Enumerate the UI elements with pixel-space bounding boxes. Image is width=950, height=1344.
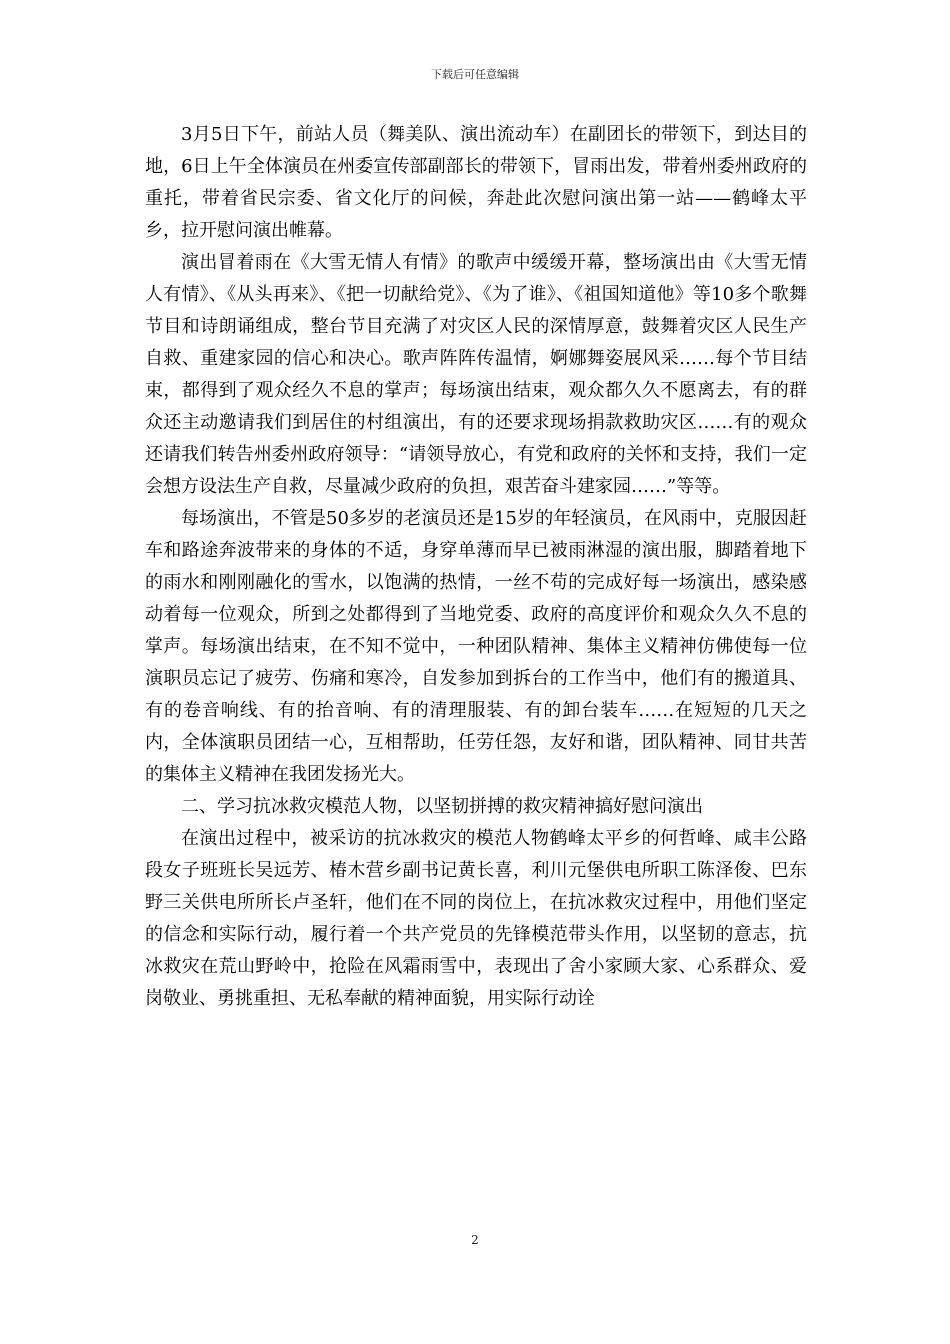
section-heading: 二、学习抗冰救灾模范人物，以坚韧拼搏的救灾精神搞好慰问演出: [181, 796, 703, 817]
paragraph-1: 3月5日下午，前站人员（舞美队、演出流动车）在副团长的带领下，到达目的地，6日上午全体演员在州委宣传部副部长的带领下，冒雨出发，带着州委州政府的重托，带着省民宗委、省文化厅的问候，奔赴此次慰问演出第一站——鹤峰太平乡，拉开慰问演出帷幕。: [145, 124, 807, 241]
document-body: [145, 119, 807, 1015]
paragraph-3: 每场演出，不管是50多岁的老演员还是15岁的年轻演员，在风雨中，克服因赶车和路途奔波带来的身体的不适，身穿单薄而早已被雨淋湿的演出服，脚踏着地下的雨水和刚刚融化的雪水，以饱满的热情，一丝不苟的完成好每一场演出，感染感动着每一位观众，所到之处都得到了当地党委、政府的高度评价和观众久久不息的掌声。每场演出结束，在不知不觉中，一种团队精神、集体主义精神仿佛使每一位演职员忘记了疲劳、伤痛和寒冷，自发参加到拆台的工作当中，他们有的搬道具、有的卷音响线、有的抬音响、有的清理服装、有的卸台装车……在短短的几天之内，全体演职员团结一心，互相帮助，任劳任怨，友好和谐，团队精神、同甘共苦的集体主义精神在我团发扬光大。: [145, 508, 807, 785]
page-header: 下载后可任意编辑: [431, 68, 519, 81]
paragraph-2: 演出冒着雨在《大雪无情人有情》的歌声中缓缓开幕，整场演出由《大雪无情人有情》、《从头再来》、《把一切献给党》、《为了谁》、《祖国知道他》等10多个歌舞节目和诗朗诵组成，整台节目充满了对灾区人民的深情厚意，鼓舞着灾区人民生产自救、重建家园的信心和决心。歌声阵阵传温情，婀娜舞姿展风采……每个节目结束，都得到了观众经久不息的掌声；每场演出结束，观众都久久不愿离去，有的群众还主动邀请我们到居住的村组演出，有的还要求现场捐款救助灾区……有的观众还请我们转告州委州政府领导：“请领导放心，有党和政府的关怀和支持，我们一定会想方设法生产自救，尽量减少政府的负担，艰苦奋斗建家园……”等等。: [145, 252, 807, 497]
page-number: 2: [471, 1233, 479, 1247]
paragraph-4: 在演出过程中，被采访的抗冰救灾的模范人物鹤峰太平乡的何哲峰、咸丰公路段女子班班长吴远芳、椿木营乡副书记黄长喜，利川元堡供电所职工陈泽俊、巴东野三关供电所所长卢圣轩，他们在不同的岗位上，在抗冰救灾过程中，用他们坚定的信念和实际行动，履行着一个共产党员的先锋模范带头作用，以坚韧的意志，抗冰救灾在荒山野岭中，抢险在风霜雨雪中，表现出了舍小家顾大家、心系群众、爱岗敬业、勇挑重担、无私奉献的精神面貌，用实际行动诠: [145, 828, 807, 1009]
